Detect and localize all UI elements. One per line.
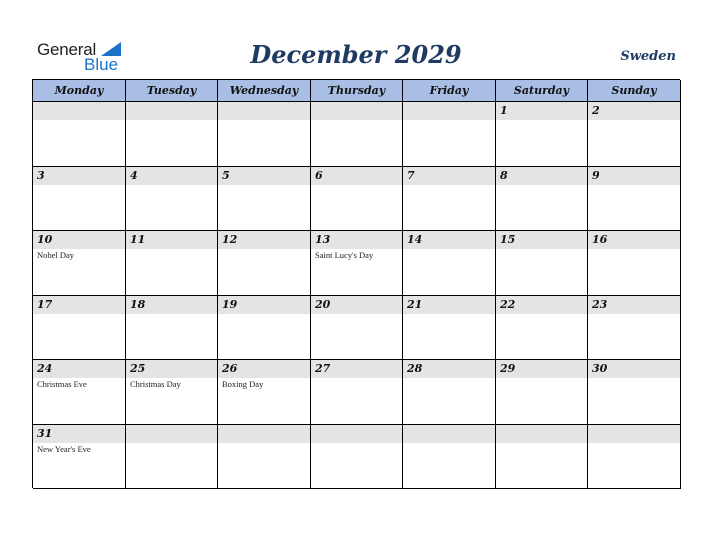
weekday-header-wednesday: Wednesday [218, 80, 311, 102]
day-number: 2 [592, 104, 600, 117]
date-band [33, 167, 125, 185]
empty-day-cell [126, 425, 218, 490]
day-number: 29 [500, 362, 516, 375]
day-number: 25 [130, 362, 146, 375]
brand-logo [37, 40, 127, 74]
day-cell-11 [126, 231, 218, 296]
empty-day-cell [311, 425, 403, 490]
day-cell-19 [218, 296, 311, 361]
day-cell-6 [311, 167, 403, 232]
day-number: 18 [130, 297, 146, 311]
empty-day-cell [403, 102, 496, 167]
day-number: 31 [37, 426, 53, 440]
week-row [33, 425, 680, 490]
day-number: 17 [37, 297, 53, 311]
day-cell-1 [496, 102, 588, 167]
date-band [403, 425, 495, 443]
day-number: 23 [592, 297, 608, 311]
date-band [311, 102, 402, 120]
triangle-flag-icon [101, 42, 121, 56]
date-band [403, 102, 495, 120]
day-cell-31 [33, 425, 126, 490]
date-band [496, 167, 587, 185]
weekday-header-tuesday: Tuesday [126, 80, 218, 102]
week-row [33, 102, 680, 167]
holiday-label: Christmas Eve [37, 379, 87, 389]
day-cell-3 [33, 167, 126, 232]
day-cell-10 [33, 231, 126, 296]
day-cell-16 [588, 231, 681, 296]
logo-text-general: General [37, 40, 97, 59]
empty-day-cell [33, 102, 126, 167]
date-band [496, 425, 587, 443]
day-number: 21 [407, 297, 423, 311]
day-cell-15 [496, 231, 588, 296]
day-number: 13 [315, 233, 331, 246]
day-number: 3 [37, 168, 45, 182]
empty-day-cell [218, 425, 311, 490]
holiday-label: Christmas Day [130, 379, 181, 389]
date-band [588, 102, 680, 120]
day-number: 24 [37, 362, 53, 375]
date-band [311, 425, 402, 443]
day-cell-17 [33, 296, 126, 361]
day-cell-22 [496, 296, 588, 361]
day-cell-2 [588, 102, 681, 167]
day-cell-13 [311, 231, 403, 296]
day-cell-30 [588, 360, 681, 425]
day-cell-27 [311, 360, 403, 425]
holiday-label: Boxing Day [222, 379, 264, 389]
week-row [33, 360, 680, 425]
weekday-header-row [33, 80, 680, 102]
day-cell-29 [496, 360, 588, 425]
day-number: 7 [407, 168, 415, 182]
day-cell-28 [403, 360, 496, 425]
day-number: 22 [500, 297, 516, 311]
day-cell-12 [218, 231, 311, 296]
empty-day-cell [403, 425, 496, 490]
date-band [218, 102, 310, 120]
week-row [33, 231, 680, 296]
day-number: 27 [315, 362, 331, 375]
weekday-header-sunday: Sunday [588, 80, 681, 102]
day-number: 1 [500, 104, 508, 117]
holiday-label: Saint Lucy's Day [315, 250, 374, 260]
empty-day-cell [218, 102, 311, 167]
date-band [588, 425, 680, 443]
date-band [126, 425, 217, 443]
date-band [588, 167, 680, 185]
day-cell-7 [403, 167, 496, 232]
weekday-header-thursday: Thursday [311, 80, 403, 102]
holiday-label: New Year's Eve [37, 443, 91, 454]
day-cell-4 [126, 167, 218, 232]
day-number: 8 [500, 168, 508, 182]
date-band [33, 102, 125, 120]
day-cell-8 [496, 167, 588, 232]
weekday-header-friday: Friday [403, 80, 496, 102]
day-cell-5 [218, 167, 311, 232]
day-number: 10 [37, 233, 53, 246]
empty-day-cell [311, 102, 403, 167]
day-number: 11 [130, 233, 146, 246]
day-number: 20 [315, 297, 331, 311]
day-number: 12 [222, 233, 238, 246]
logo-text-blue: Blue [84, 55, 119, 74]
empty-day-cell [588, 425, 681, 490]
empty-day-cell [496, 425, 588, 490]
day-number: 30 [592, 362, 608, 375]
week-row [33, 167, 680, 232]
day-cell-21 [403, 296, 496, 361]
date-band [218, 425, 310, 443]
date-band [126, 102, 217, 120]
day-cell-9 [588, 167, 681, 232]
holiday-label: Nobel Day [37, 250, 75, 260]
country-label: Sweden [620, 49, 676, 64]
week-row [33, 296, 680, 361]
day-cell-26 [218, 360, 311, 425]
calendar-grid [32, 79, 680, 488]
day-cell-18 [126, 296, 218, 361]
day-number: 4 [130, 168, 138, 182]
day-cell-14 [403, 231, 496, 296]
day-cell-23 [588, 296, 681, 361]
date-band [403, 167, 495, 185]
calendar-title: December 2029 [250, 40, 462, 69]
day-number: 16 [592, 233, 608, 246]
date-band [311, 167, 402, 185]
date-band [126, 167, 217, 185]
date-band [218, 167, 310, 185]
empty-day-cell [126, 102, 218, 167]
day-number: 14 [407, 233, 423, 246]
day-cell-25 [126, 360, 218, 425]
weekday-header-saturday: Saturday [496, 80, 588, 102]
weekday-header-monday: Monday [33, 80, 126, 102]
day-number: 15 [500, 233, 516, 246]
day-number: 19 [222, 297, 238, 311]
day-cell-24 [33, 360, 126, 425]
day-cell-20 [311, 296, 403, 361]
day-number: 9 [592, 168, 600, 182]
day-number: 5 [222, 168, 230, 182]
day-number: 28 [407, 362, 423, 375]
date-band [496, 102, 587, 120]
day-number: 6 [315, 168, 323, 182]
day-number: 26 [222, 362, 238, 375]
